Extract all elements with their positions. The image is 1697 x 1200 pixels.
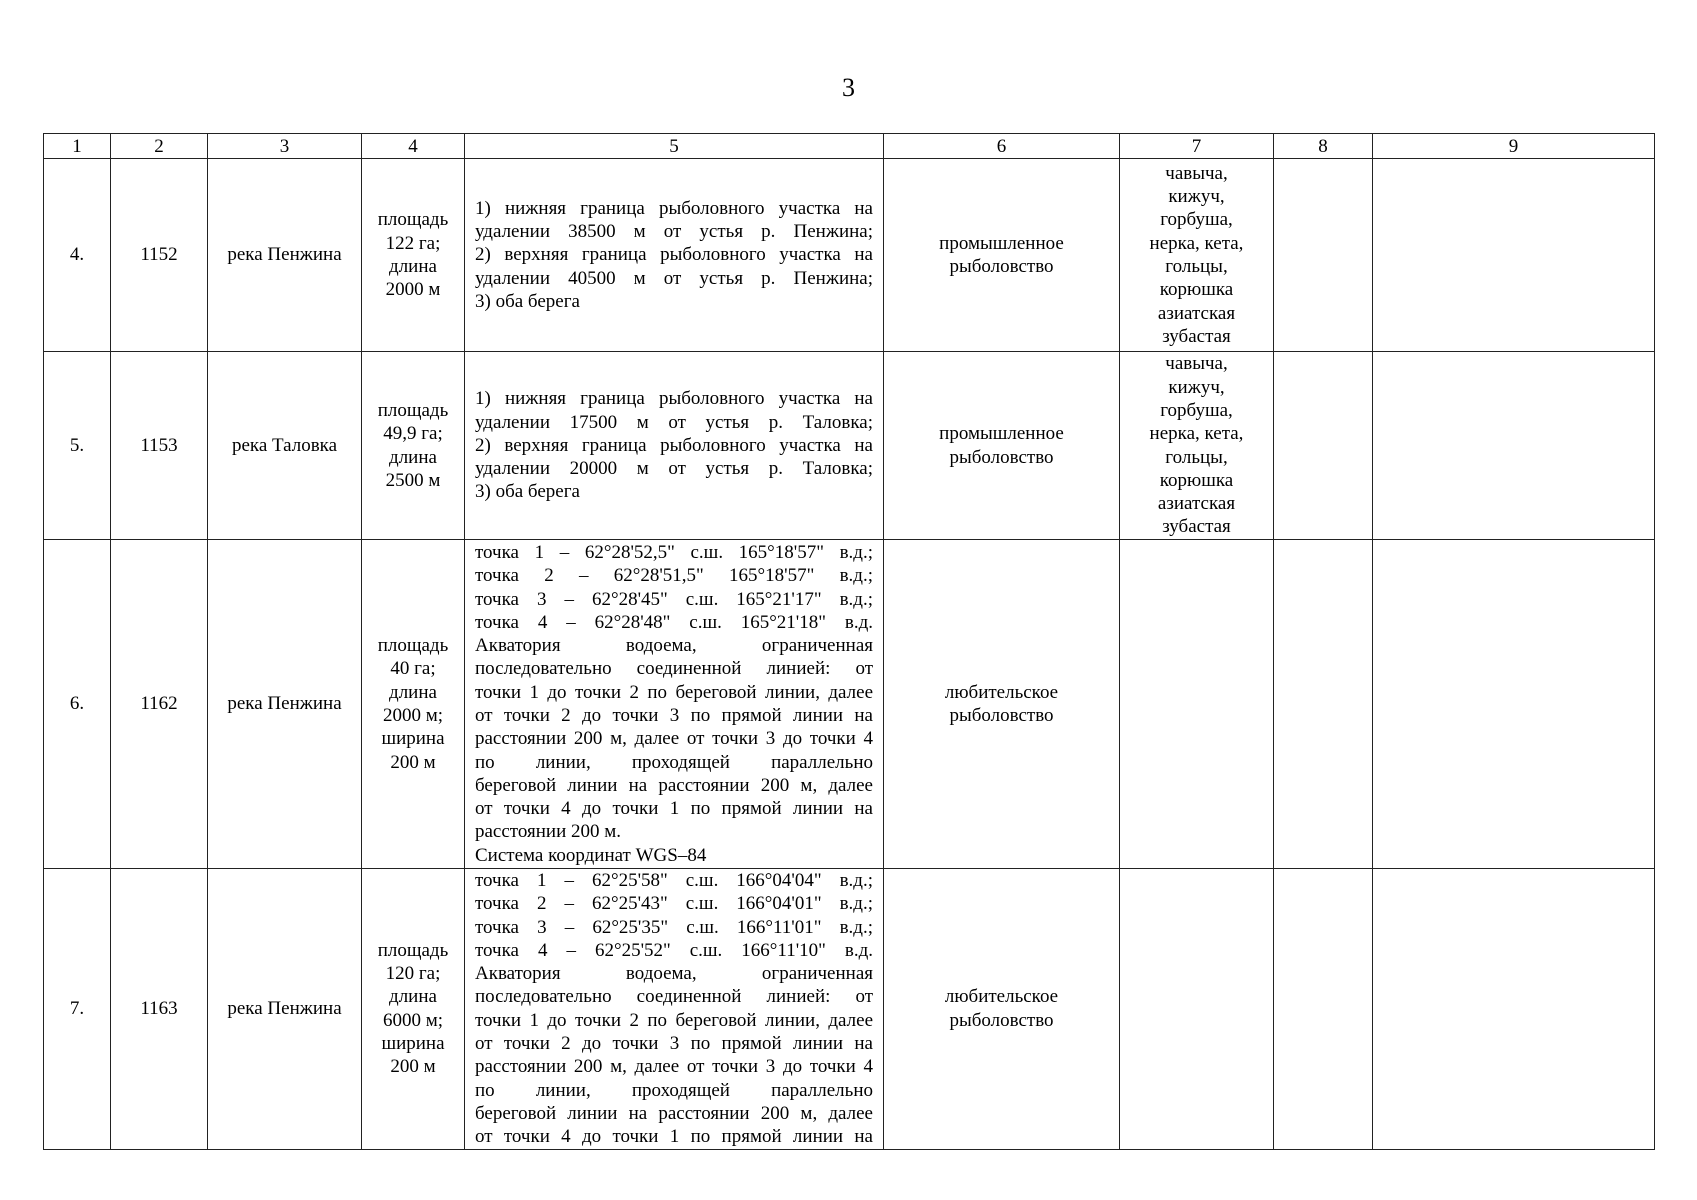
boundary-line: 3) оба берега xyxy=(475,481,580,503)
page-number: 3 xyxy=(842,73,855,102)
boundary-line: расстоянии 200 м, далее от точки 3 до точки 4 xyxy=(475,1056,873,1078)
area-size: площадь 120 га; длина 6000 м; ширина 200 м xyxy=(362,869,465,1150)
fishing-type: промышленное рыболовство xyxy=(884,352,1120,540)
boundary-line: точка 2 – 62°28'51,5" 165°18'57" в.д.; xyxy=(475,565,873,587)
column-header: 9 xyxy=(1373,134,1655,159)
boundary-line: Акватория водоема, ограниченная xyxy=(475,635,873,657)
area-code: 1153 xyxy=(111,352,208,540)
fish-species xyxy=(1120,540,1274,869)
water-body: река Пенжина xyxy=(208,540,362,869)
table-row xyxy=(44,352,1655,540)
column-8-cell xyxy=(1274,869,1373,1150)
fish-species: чавыча, кижуч, горбуша, нерка, кета, гольцы, корюшка азиатская зубастая xyxy=(1120,352,1274,540)
column-header: 6 xyxy=(884,134,1120,159)
boundary-line: по линии, проходящей параллельно xyxy=(475,1079,873,1101)
column-9-cell xyxy=(1373,869,1655,1150)
boundary-line: береговой линии на расстоянии 200 м, далее xyxy=(475,1102,873,1124)
boundary-line: от точки 2 до точки 3 по прямой линии на xyxy=(475,705,873,726)
boundary-line: удалении 40500 м от устья р. Пенжина; xyxy=(475,267,873,289)
area-boundaries xyxy=(465,352,884,540)
water-body: река Таловка xyxy=(208,352,362,540)
fish-species xyxy=(1120,869,1274,1150)
boundary-line: удалении 20000 м от устья р. Таловка; xyxy=(475,458,873,480)
boundary-line: 1) нижняя граница рыболовного участка на xyxy=(475,388,873,410)
column-9-cell xyxy=(1373,352,1655,540)
fishing-type: любительское рыболовство xyxy=(884,869,1120,1150)
row-number: 6. xyxy=(44,540,111,869)
column-9-cell xyxy=(1373,540,1655,869)
row-number: 5. xyxy=(44,352,111,540)
fishing-areas-table xyxy=(43,133,1655,1150)
boundary-line: Система координат WGS–84 xyxy=(475,844,707,866)
boundary-line: 3) оба берега xyxy=(475,290,580,312)
column-header: 2 xyxy=(111,134,208,159)
boundary-line: точки 1 до точки 2 по береговой линии, далее xyxy=(475,681,873,703)
area-size: площадь 40 га; длина 2000 м; ширина 200 м xyxy=(362,540,465,869)
column-header: 8 xyxy=(1274,134,1373,159)
column-header: 7 xyxy=(1120,134,1274,159)
column-header: 3 xyxy=(208,134,362,159)
fishing-type: любительское рыболовство xyxy=(884,540,1120,869)
column-header: 5 xyxy=(465,134,884,159)
column-header: 4 xyxy=(362,134,465,159)
area-size: площадь 49,9 га; длина 2500 м xyxy=(362,352,465,540)
fishing-type: промышленное рыболовство xyxy=(884,159,1120,352)
row-number: 4. xyxy=(44,159,111,352)
boundary-line: последовательно соединенной линией: от xyxy=(475,658,873,680)
table-row xyxy=(44,869,1655,1150)
boundary-line: точка 3 – 62°28'45" с.ш. 165°21'17" в.д.; xyxy=(475,588,873,610)
boundary-line: удалении 17500 м от устья р. Таловка; xyxy=(475,411,873,433)
boundary-line: последовательно соединенной линией: от xyxy=(475,986,873,1008)
boundary-line: точка 4 – 62°28'48" с.ш. 165°21'18" в.д. xyxy=(475,611,873,633)
boundary-line: по линии, проходящей параллельно xyxy=(475,751,873,773)
boundary-line: расстоянии 200 м, далее от точки 3 до точки 4 xyxy=(475,728,873,750)
boundary-line: Акватория водоема, ограниченная xyxy=(475,963,873,985)
column-header: 1 xyxy=(44,134,111,159)
area-code: 1162 xyxy=(111,540,208,869)
area-boundaries xyxy=(465,159,884,352)
fish-species: чавыча, кижуч, горбуша, нерка, кета, гольцы, корюшка азиатская зубастая xyxy=(1120,159,1274,352)
column-8-cell xyxy=(1274,352,1373,540)
column-9-cell xyxy=(1373,159,1655,352)
row-number: 7. xyxy=(44,869,111,1150)
boundary-line: расстоянии 200 м. xyxy=(475,821,622,843)
area-code: 1163 xyxy=(111,869,208,1150)
boundary-line: от точки 4 до точки 1 по прямой линии на xyxy=(475,1126,873,1148)
boundary-line: от точки 4 до точки 1 по прямой линии на xyxy=(475,798,873,820)
boundary-line: 2) верхняя граница рыболовного участка на xyxy=(475,244,873,266)
boundary-line: 1) нижняя граница рыболовного участка на xyxy=(475,197,873,219)
boundary-line: точка 1 – 62°28'52,5" с.ш. 165°18'57" в.д.; xyxy=(475,541,873,563)
boundary-line: от точки 2 до точки 3 по прямой линии на xyxy=(475,1033,873,1055)
boundary-line: береговой линии на расстоянии 200 м, далее xyxy=(475,774,873,796)
boundary-line: точки 1 до точки 2 по береговой линии, далее xyxy=(475,1009,873,1031)
water-body: река Пенжина xyxy=(208,869,362,1150)
boundary-line: 2) верхняя граница рыболовного участка на xyxy=(475,434,873,456)
table-row xyxy=(44,159,1655,352)
boundary-line: точка 4 – 62°25'52" с.ш. 166°11'10" в.д. xyxy=(475,939,873,961)
water-body: река Пенжина xyxy=(208,159,362,352)
column-8-cell xyxy=(1274,540,1373,869)
table-row xyxy=(44,540,1655,869)
boundary-line: точка 3 – 62°25'35" с.ш. 166°11'01" в.д.; xyxy=(475,916,873,938)
area-boundaries xyxy=(465,869,884,1150)
boundary-line: удалении 38500 м от устья р. Пенжина; xyxy=(475,221,873,243)
boundary-line: точка 1 – 62°25'58" с.ш. 166°04'04" в.д.; xyxy=(475,870,873,891)
area-boundaries xyxy=(465,540,884,869)
boundary-line: точка 2 – 62°25'43" с.ш. 166°04'01" в.д.; xyxy=(475,893,873,915)
area-size: площадь 122 га; длина 2000 м xyxy=(362,159,465,352)
table-header-row xyxy=(44,134,1655,159)
area-code: 1152 xyxy=(111,159,208,352)
column-8-cell xyxy=(1274,159,1373,352)
